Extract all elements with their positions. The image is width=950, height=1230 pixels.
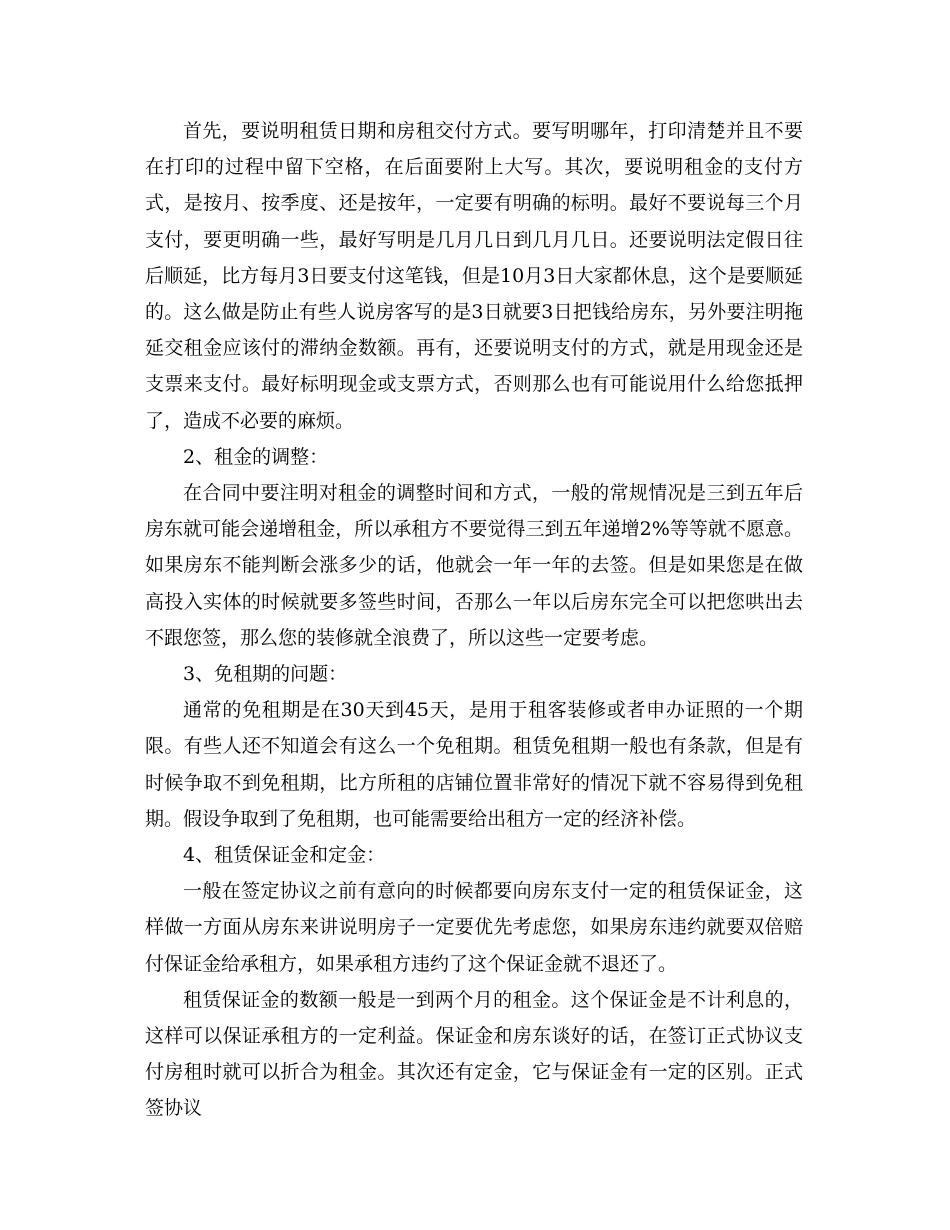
paragraph-payment-terms: 首先，要说明租赁日期和房租交付方式。要写明哪年，打印清楚并且不要在打印的过程中留下空格，在后面要附上大写。其次，要说明租金的支付方式，是按月、按季度、还是按年，一定要有明确的标明。最好不要说每三个月支付，要更明确一些，最好写明是几月几日到几月几日。还要说明法定假日往后顺延，比方每月3日要支付这笔钱，但是10月3日大家都休息，这个是要顺延的。这么做是防止有些人说房客写的是3日就要3日把钱给房东，另外要注明拖延交租金应该付的滞纳金数额。再有，还要说明支付的方式，就是用现金还是支票来支付。最好标明现金或支票方式，否则那么也有可能说用什么给您抵押了，造成不必要的麻烦。 <box>145 120 803 432</box>
heading-rent-adjustment: 2、租金的调整： <box>183 445 329 468</box>
paragraph-deposit: 一般在签定协议之前有意向的时候都要向房东支付一定的租赁保证金，这样做一方面从房东来讲说明房子一定要优先考虑您，如果房东违约就要双倍赔付保证金给承租方，如果承租方违约了这个保证金就不退还了。 <box>145 880 803 975</box>
paragraph-rent-free-period: 通常的免租期是在30天到45天，是用于租客装修或者申办证照的一个期限。有些人还不知道会有这么一个免租期。租赁免租期一般也有条款，但是有时候争取不到免租期，比方所租的店铺位置非常好的情况下就不容易得到免租期。假设争取到了免租期，也可能需要给出租方一定的经济补偿。 <box>145 699 803 830</box>
paragraph-deposit-amount: 租赁保证金的数额一般是一到两个月的租金。这个保证金是不计利息的，这样可以保证承租方的一定利益。保证金和房东谈好的话，在签订正式协议支付房租时就可以折合为租金。其次还有定金，它与保证金有一定的区别。正式签协议 <box>145 988 803 1120</box>
document-page <box>145 113 803 1127</box>
heading-rent-free-period: 3、免租期的问题： <box>183 663 348 686</box>
heading-deposit: 4、租赁保证金和定金： <box>183 844 386 867</box>
paragraph-rent-adjustment: 在合同中要注明对租金的调整时间和方式，一般的常规情况是三到五年后房东就可能会递增租金，所以承租方不要觉得三到五年递增2%等等就不愿意。如果房东不能判断会涨多少的话，他就会一年一年的去签。但是如果您是在做高投入实体的时候就要多签些时间，否那么一年以后房东完全可以把您哄出去不跟您签，那么您的装修就全浪费了，所以这些一定要考虑。 <box>145 482 803 649</box>
